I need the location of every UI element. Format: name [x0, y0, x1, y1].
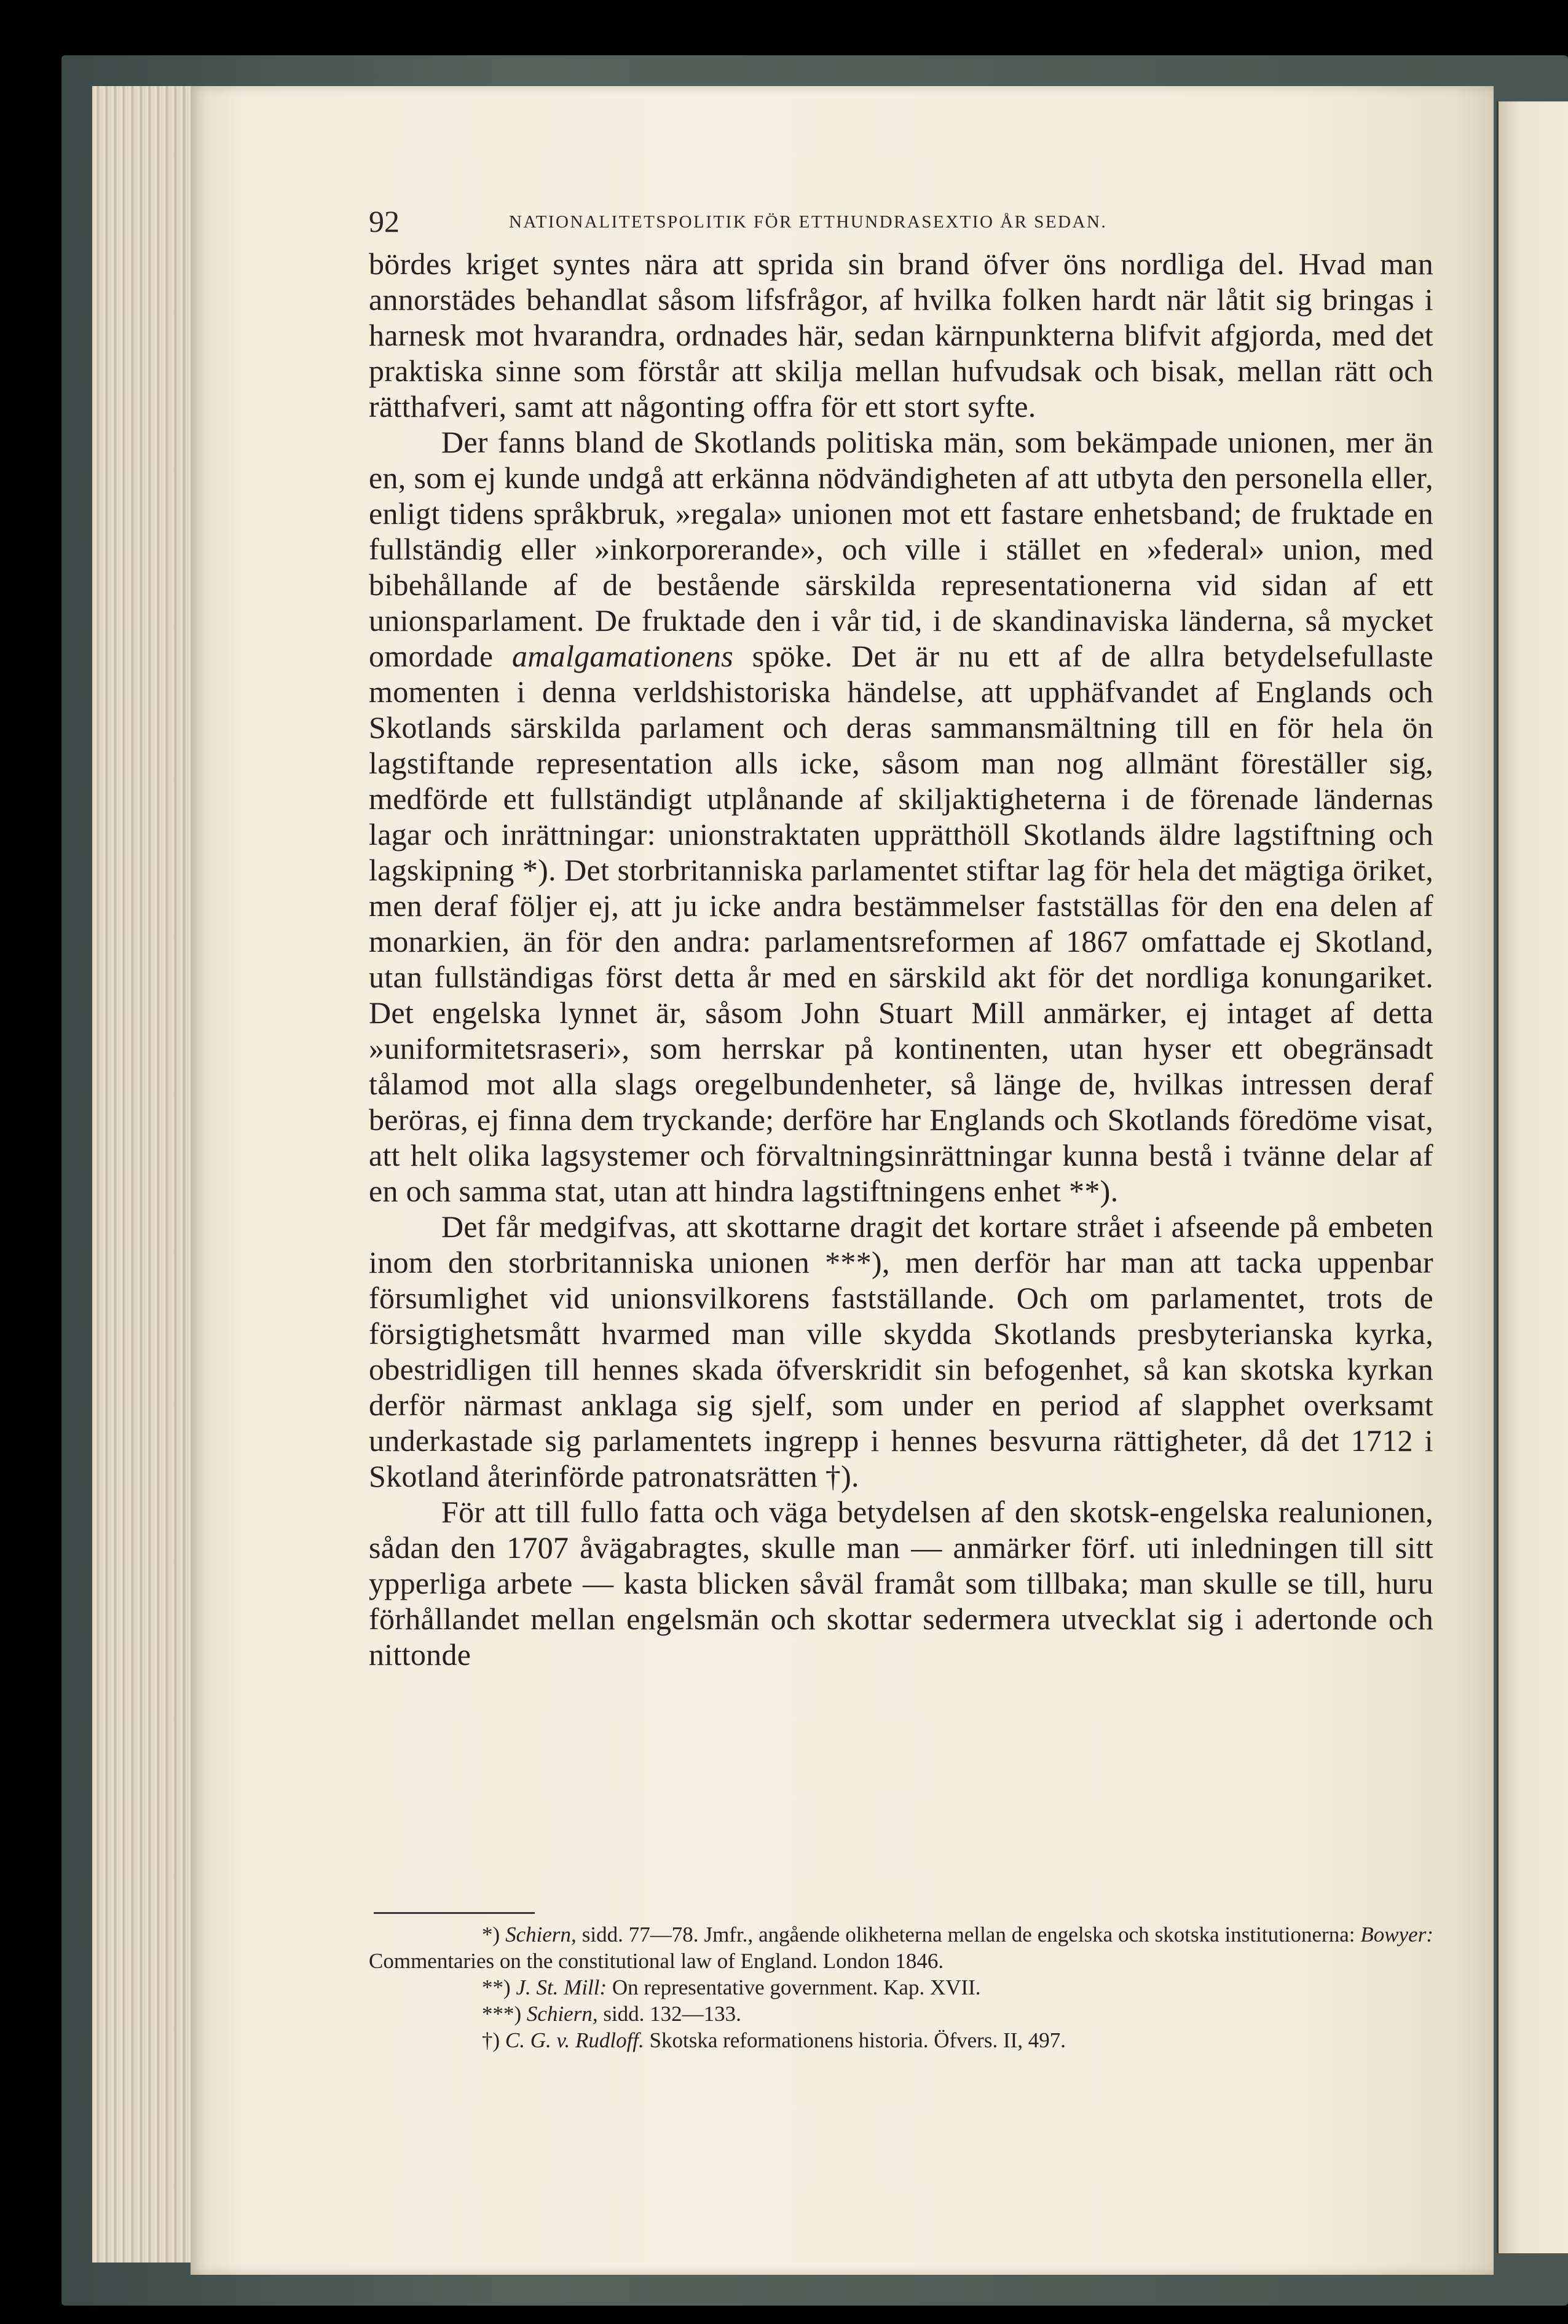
- footnote-mark: **): [482, 1975, 511, 1999]
- running-head: NATIONALITETSPOLITIK FÖR ETTHUNDRASEXTIO ÅR SEDAN.: [509, 212, 1108, 232]
- footnote-text: sidd. 132—133.: [597, 2002, 741, 2026]
- paragraph: För att till fullo fatta och väga betydelsen af den skotsk-engelska realunionen, sådan den 1707 åvägabragtes, skulle man — anmärker förf. uti inledningen till sitt ypperliga arbete — kasta blicken såväl framåt som tillbaka; man skulle se till, huru förhållandet mellan engelsmän och skottar sedermera utvecklat sig i adertonde och nittonde: [369, 1495, 1433, 1672]
- page-header: [369, 203, 1334, 240]
- footnote: [369, 2001, 1433, 2027]
- paragraph: [369, 424, 1433, 1209]
- footnote-author: J. St. Mill:: [516, 1975, 607, 1999]
- footnote-text: sidd. 77—78. Jmfr., angående olikheterna mellan de engelska och skotska institutionerna:: [576, 1923, 1361, 1947]
- footnote-mark: *): [482, 1923, 500, 1947]
- footnote-rule: [374, 1912, 535, 1914]
- body-text: [369, 246, 1433, 1672]
- page-edges: [92, 86, 199, 2263]
- footnote-text: On representative government. Kap. XVII.: [607, 1975, 981, 1999]
- footnote-author: C. G. v. Rudloff.: [505, 2028, 644, 2052]
- footnote-author: Bowyer:: [1360, 1923, 1433, 1947]
- facing-page-edge: [1497, 101, 1568, 2253]
- paragraph: bördes kriget syntes nära att sprida sin brand öfver öns nordliga del. Hvad man annorstädes behandlat såsom lifsfrågor, af hvilka folken hardt när låtit sig bringas i harnesk mot hvarandra, ordnades här, sedan kärnpunkterna blifvit afgjorda, med det praktiska sinne som förstår att skilja mellan hufvudsak och bisak, mellan rätt och rätthafveri, samt att någonting offra för ett stort syfte.: [369, 247, 1433, 424]
- footnote: [369, 2027, 1433, 2053]
- paragraph-text: Der fanns bland de Skotlands politiska män, som bekämpade unionen, mer än en, som ej kunde undgå att erkänna nödvändigheten af att utbyta den personella eller, enligt tidens språkbruk, »regala» unionen mot ett fastare enhetsband; de fruktade en fullständig eller »inkorporerande», och ville i stället en »federal» union, med bibehållande af de bestående särskilda representationerna vid sidan af ett unionsparlament. De fruktade den i vår tid, i de skandinaviska länderna, så mycket omordade: [369, 425, 1433, 673]
- footnote-mark: ***): [482, 2002, 522, 2026]
- footnote-text: Commentaries on the constitutional law of England. London 1846.: [369, 1949, 944, 1973]
- footnote-mark: †): [482, 2028, 500, 2052]
- paragraph: Det får medgifvas, att skottarne dragit det kortare strået i afseende på embeten inom den storbritanniska unionen ***), men derför har man att tacka uppenbar försumlighet vid unionsvilkorens fastställande. Och om parlamentet, trots de försigtighetsmått hvarmed man ville skydda Skotlands presbyterianska kyrka, obestridligen till hennes skada öfverskridit sin befogenhet, så kan skotska kyrkan derför närmast anklaga sig sjelf, som under en period af slapphet overksamt underkastade sig parlamentets ingrepp i hennes besvurna rättigheter, då det 1712 i Skotland återinförde patronatsrätten †).: [369, 1209, 1433, 1493]
- footnote-author: Schiern,: [526, 2002, 598, 2026]
- footnote-author: Schiern,: [505, 1923, 577, 1947]
- footnote-text: Skotska reformationens historia. Öfvers. II, 497.: [644, 2028, 1066, 2052]
- footnote: [369, 1974, 1433, 2001]
- paragraph-text: spöke. Det är nu ett af de allra betydelsefullaste momenten i denna verldshistoriska händelse, att upphäfvandet af Englands och Skotlands särskilda parlament och deras sammansmältning till en för hela ön lagstiftande representation alls icke, såsom man nog allmänt föreställer sig, medförde ett fullständigt utplånande af skiljaktigheterna i de förenade ländernas lagar och inrättningar: unionstraktaten upprätthöll Skotlands äldre lagstiftning och lagskipning *). Det storbritanniska parlamentet stiftar lag för hela det mägtiga öriket, men deraf följer ej, att ju icke andra bestämmelser fastställas för den ena delen af monarkien, än för den andra: parlamentsreformen af 1867 omfattade ej Skotland, utan fullständigas först detta år med en särskild akt för det nordliga konungariket. Det engelska lynnet är, såsom John Stuart Mill anmärker, ej intaget af detta »uniformitetsraseri», som herrskar på kontinenten, utan hyser ett obegränsadt tålamod mot alla slags oregelbundenheter, så länge de, hvilkas intressen deraf beröras, ej finna dem tryckande; derföre har Englands och Skotlands föredöme visat, att helt olika lagsystemer och förvaltningsinrättningar kunna bestå i tvänne delar af en och samma stat, utan att hindra lagstiftningens enhet **).: [369, 639, 1433, 1208]
- footnote: [369, 1921, 1433, 1974]
- page-number: 92: [369, 204, 400, 239]
- italic-term: amalgamationens: [511, 639, 733, 673]
- footnotes: [369, 1921, 1433, 2053]
